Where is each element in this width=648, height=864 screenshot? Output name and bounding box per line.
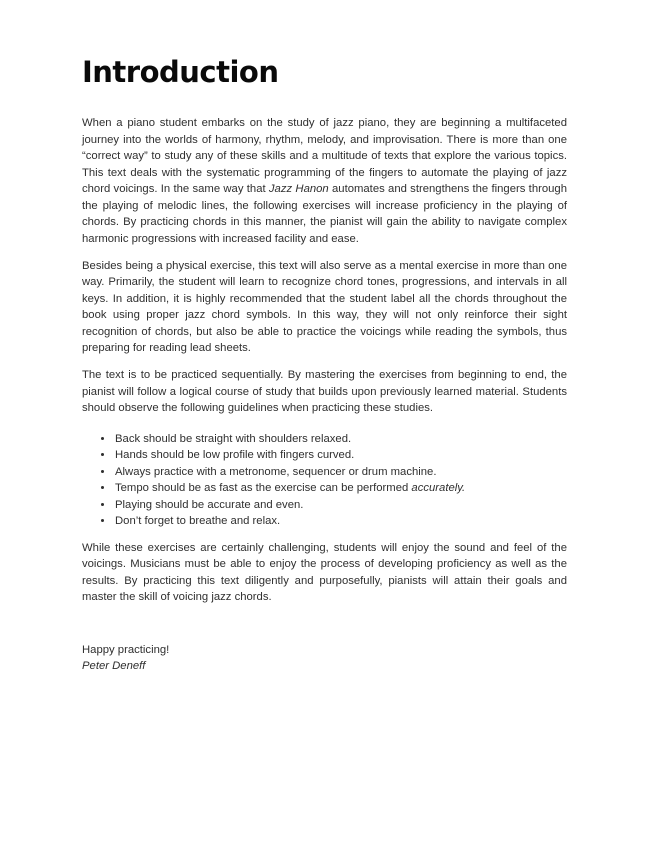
list-item: • Always practice with a metronome, sequencer or drum machine. [114, 464, 567, 481]
paragraph-overview: When a piano student embarks on the study of jazz piano, they are beginning a multifaceted journey into the worlds of harmony, rhythm, melody, and improvisation. There is more than one “correct way” to study any of these skills and a multitude of texts that explore the various topics. This text deals with the systematic programming of the fingers to automate the playing of jazz chord voicings. In the same way that Jazz Hanon automates and strengthens the fingers through the playing of melodic lines, the following exercises will increase proficiency in the playing of chords. By practicing chords in this manner, the pianist will gain the ability to navigate complex harmonic progressions with increased facility and ease. [82, 117, 567, 245]
signature: Peter Deneff [82, 660, 146, 673]
paragraph-conclusion: While these exercises are certainly challenging, students will enjoy the sound and feel of the voicings. Musicians must be able to enjoy the process of developing proficiency as well as the results. By practicing this text diligently and purposefully, pianists will attain their goals and master the skill of voicing jazz chords. [82, 541, 567, 604]
list-item: • Hands should be low profile with fingers curved. [114, 447, 567, 464]
list-item: • Don’t forget to breathe and relax. [114, 513, 567, 530]
paragraph-mental-exercise: Besides being a physical exercise, this text will also serve as a mental exercise in more than one way. Primarily, the student will learn to recognize chord tones, progressions, and intervals in all keys. In addition, it is highly recommended that the student label all the chords throughout the book using proper jazz chord symbols. In this way, they will not only reinforce their sight recognition of chords, but also be able to practice the voicings while reading the symbols, thus preparing for reading lead sheets. [82, 259, 567, 355]
page-title: Introduction [82, 55, 279, 89]
list-item: • Back should be straight with shoulders relaxed. [114, 431, 567, 448]
list-item: • Playing should be accurate and even. [114, 497, 567, 514]
list-item: • Tempo should be as fast as the exercise can be performed accurately. [114, 480, 567, 497]
closing-block [82, 642, 567, 675]
closing-line: Happy practicing! [82, 643, 170, 656]
paragraph-sequential-practice: The text is to be practiced sequentially. By mastering the exercises from beginning to end, the pianist will follow a logical course of study that builds upon previously learned material. Students should observe the following guidelines when practicing these studies. [82, 369, 567, 415]
guidelines-list [82, 431, 567, 530]
